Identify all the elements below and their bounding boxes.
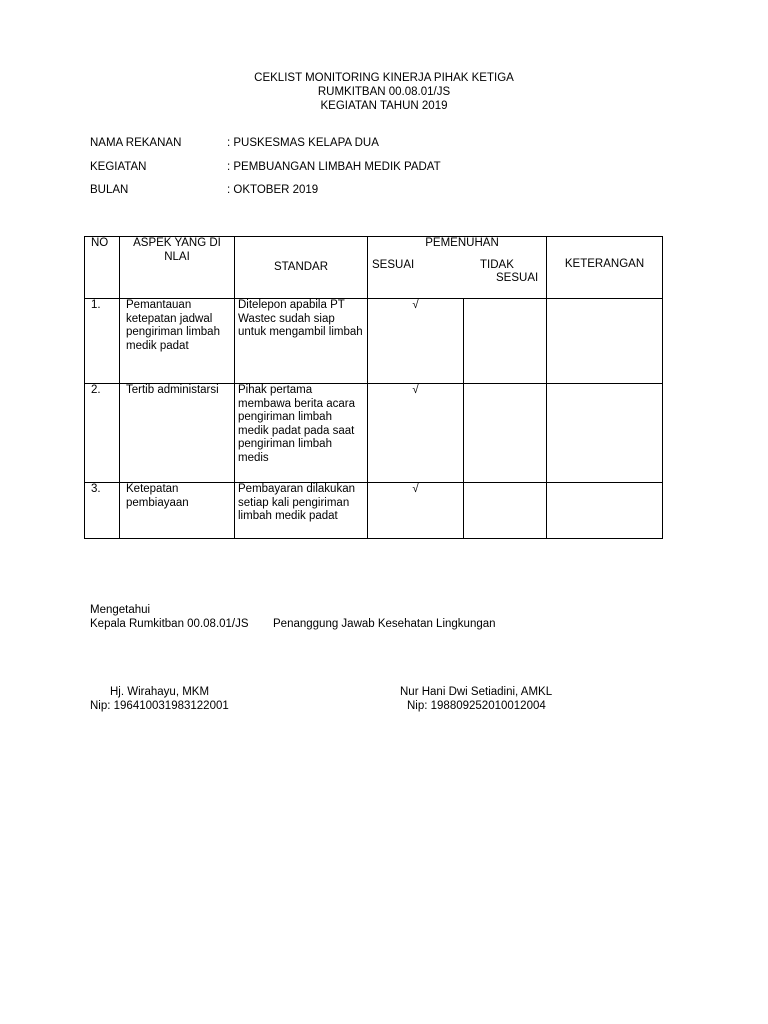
row-aspek: Pemantauan ketepatan jadwal pengiriman limbah medik padat [120, 299, 235, 384]
info-value-rekanan: : PUSKESMAS KELAPA DUA [227, 137, 379, 149]
table-row [85, 384, 663, 483]
right-signer-nip: Nip: 198809252010012004 [407, 700, 546, 712]
info-value-kegiatan: : PEMBUANGAN LIMBAH MEDIK PADAT [227, 161, 441, 173]
header-pemenuhan-cell [368, 237, 547, 299]
row-standar: Pihak pertama membawa berita acara pengiriman limbah medik padat pada saat pengiriman limbah medis [235, 384, 368, 483]
row-keterangan [547, 384, 663, 483]
row-no: 3. [85, 483, 120, 539]
header-tidak-sesuai: SESUAI [496, 271, 539, 284]
row-sesuai-check: √ [368, 299, 464, 384]
header-no: NO [85, 237, 120, 299]
info-value-bulan: : OKTOBER 2019 [227, 184, 319, 196]
info-label-rekanan: NAMA REKANAN [90, 137, 182, 149]
header-pemenuhan: PEMENUHAN [425, 237, 499, 249]
title-line-1: CEKLIST MONITORING KINERJA PIHAK KETIGA [254, 72, 514, 84]
row-sesuai-check: √ [368, 483, 464, 539]
header-keterangan: KETERANGAN [547, 237, 663, 299]
checklist-table [84, 236, 663, 539]
row-keterangan [547, 483, 663, 539]
row-no: 1. [85, 299, 120, 384]
header-tidak: TIDAK [480, 258, 514, 271]
table-header-row [85, 237, 663, 299]
table-row [85, 483, 663, 539]
info-label-bulan: BULAN [90, 184, 129, 196]
left-signer-nip: Nip: 196410031983122001 [90, 700, 229, 712]
header-sesuai: SESUAI [372, 258, 415, 271]
row-sesuai-check: √ [368, 384, 464, 483]
header-aspek: ASPEK YANG DI NLAI [120, 237, 235, 299]
header-standar: STANDAR [235, 237, 368, 299]
mengetahui-label: Mengetahui [90, 604, 151, 616]
row-standar: Ditelepon apabila PT Wastec sudah siap untuk mengambil limbah [235, 299, 368, 384]
table-row [85, 299, 663, 384]
row-tidak-sesuai [464, 483, 547, 539]
row-tidak-sesuai [464, 384, 547, 483]
row-keterangan [547, 299, 663, 384]
row-aspek: Ketepatan pembiayaan [120, 483, 235, 539]
right-signer-title: Penanggung Jawab Kesehatan Lingkungan [273, 618, 496, 630]
left-signer-title: Kepala Rumkitban 00.08.01/JS [90, 618, 249, 630]
row-standar: Pembayaran dilakukan setiap kali pengiriman limbah medik padat [235, 483, 368, 539]
row-no: 2. [85, 384, 120, 483]
header-pemenuhan-sub [368, 251, 546, 284]
left-signer-name: Hj. Wirahayu, MKM [110, 686, 210, 698]
title-line-2: RUMKITBAN 00.08.01/JS [317, 86, 451, 98]
info-label-kegiatan: KEGIATAN [90, 161, 147, 173]
row-aspek: Tertib administarsi [120, 384, 235, 483]
right-signer-name: Nur Hani Dwi Setiadini, AMKL [400, 686, 553, 698]
title-line-3: KEGIATAN TAHUN 2019 [320, 100, 448, 112]
row-tidak-sesuai [464, 299, 547, 384]
